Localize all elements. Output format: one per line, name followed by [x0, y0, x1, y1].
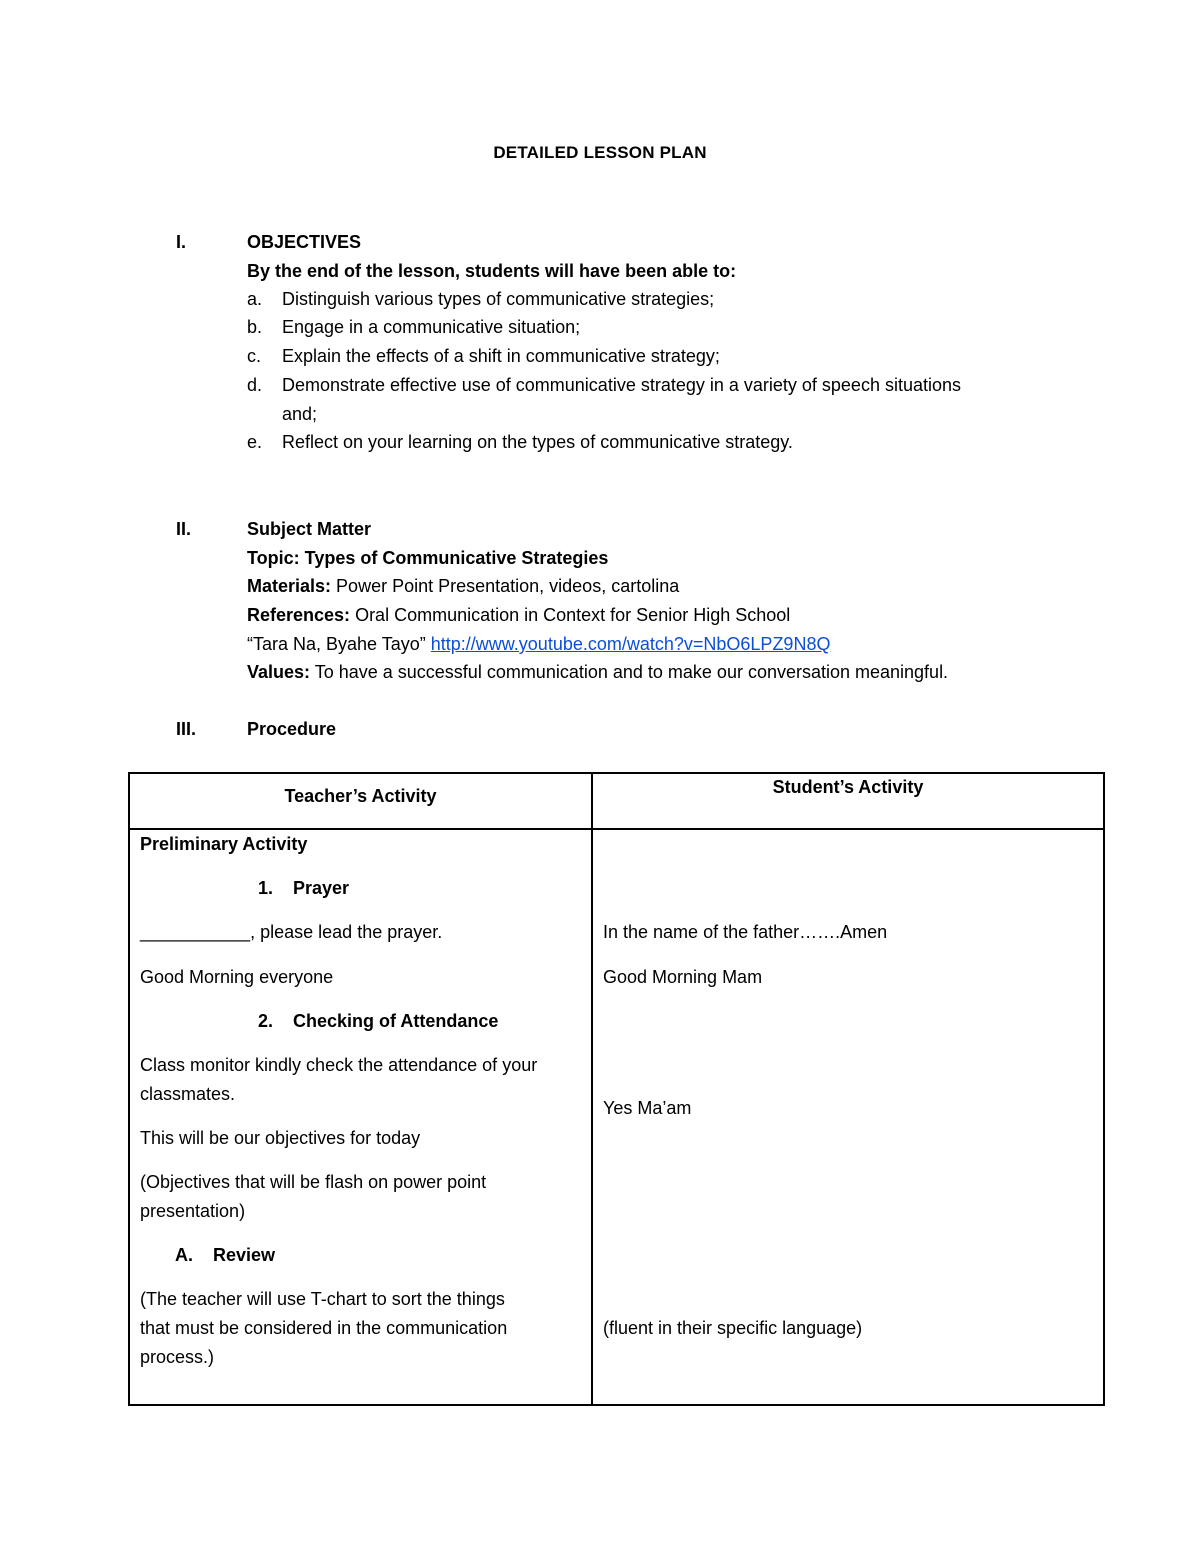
section-number-subject: II. [176, 519, 192, 539]
procedure-heading: Procedure [247, 719, 337, 739]
objective-letter: e. [247, 432, 263, 452]
monitor-text-line2: classmates. [140, 1084, 236, 1104]
review-reply: (fluent in their specific language) [603, 1318, 863, 1338]
subject-topic: Topic: Types of Communicative Strategies [247, 548, 609, 568]
tchart-text-line1: (The teacher will use T-chart to sort the things [140, 1289, 505, 1309]
objective-letter: c. [247, 346, 262, 366]
objective-item: Demonstrate effective use of communicative strategy in a variety of speech situations [282, 375, 961, 395]
objective-item: Engage in a communicative situation; [282, 317, 581, 337]
attendance-reply: Yes Ma’am [603, 1098, 692, 1118]
subject-materials [247, 576, 679, 597]
review-heading: A. Review [175, 1245, 276, 1265]
materials-label: Materials: [247, 576, 332, 596]
monitor-text-line1: Class monitor kindly check the attendance of your [140, 1055, 538, 1075]
objective-item: Reflect on your learning on the types of communicative strategy. [282, 432, 793, 452]
table-row [129, 829, 1104, 1405]
objective-item-continuation: and; [282, 404, 318, 424]
teacher-activity-header: Teacher’s Activity [129, 773, 592, 829]
subject-values [247, 662, 948, 683]
references-label: References: [247, 605, 351, 625]
objective-letter: a. [247, 289, 263, 309]
procedure-table [128, 772, 1105, 1406]
subject-heading: Subject Matter [247, 519, 372, 539]
objective-item: Explain the effects of a shift in communicative strategy; [282, 346, 720, 366]
objectives-intro: By the end of the lesson, students will have been able to: [247, 261, 737, 281]
greeting-text: Good Morning everyone [140, 967, 334, 987]
values-value: To have a successful communication and to make our conversation meaningful. [310, 662, 949, 682]
video-title: “Tara Na, Byahe Tayo” [247, 634, 431, 654]
video-link[interactable]: http://www.youtube.com/watch?v=NbO6LPZ9N8Q [430, 634, 831, 654]
objective-letter: d. [247, 375, 263, 395]
section-number-objectives: I. [176, 232, 187, 252]
values-label: Values: [247, 662, 311, 682]
student-activity-header: Student’s Activity [592, 773, 1104, 829]
section-number-procedure: III. [176, 719, 197, 739]
materials-value: Power Point Presentation, videos, cartolina [331, 576, 680, 596]
prayer-reply: In the name of the father…….Amen [603, 922, 888, 942]
objective-item: Distinguish various types of communicative strategies; [282, 289, 715, 309]
tchart-text-line2: that must be considered in the communication [140, 1318, 508, 1338]
lead-prayer-text: ___________, please lead the prayer. [140, 922, 443, 942]
attendance-heading: 2. Checking of Attendance [258, 1011, 499, 1031]
greeting-reply: Good Morning Mam [603, 967, 763, 987]
flash-text-line2: presentation) [140, 1201, 246, 1221]
tchart-text-line3: process.) [140, 1347, 215, 1367]
prayer-heading: 1. Prayer [258, 878, 350, 898]
objectives-today-text: This will be our objectives for today [140, 1128, 421, 1148]
subject-video [247, 634, 830, 655]
teacher-activity-cell [129, 829, 592, 1405]
preliminary-activity-heading: Preliminary Activity [140, 834, 308, 854]
flash-text-line1: (Objectives that will be flash on power point [140, 1172, 487, 1192]
objective-letter: b. [247, 317, 263, 337]
references-value: Oral Communication in Context for Senior High School [350, 605, 791, 625]
document-title: DETAILED LESSON PLAN [493, 143, 707, 162]
subject-references [247, 605, 790, 626]
table-header-row [129, 773, 1104, 829]
objectives-heading: OBJECTIVES [247, 232, 362, 252]
student-activity-cell [592, 829, 1104, 1405]
